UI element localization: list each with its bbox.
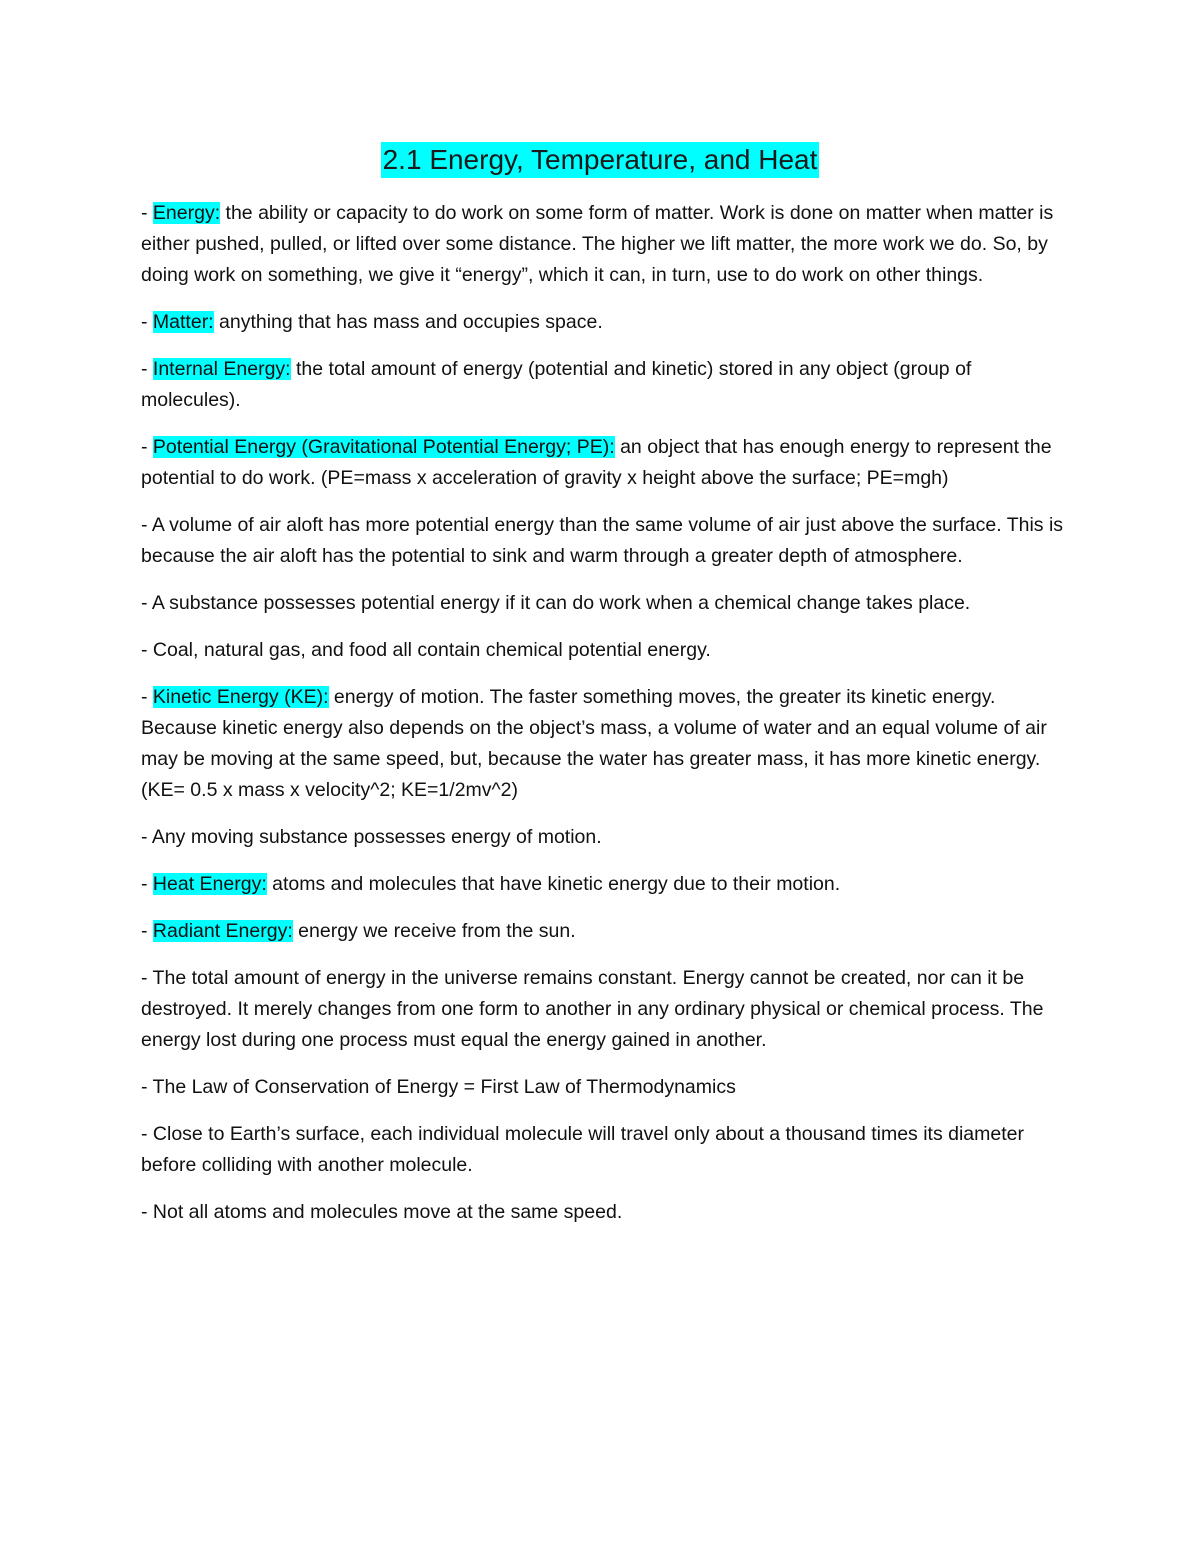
definition-text: an object that has enough energy to represent the potential to do work. (PE=mass x acceleration of gravity x height above the surface; PE=mgh): [141, 436, 1052, 489]
bullet-prefix: -: [141, 436, 153, 458]
page-title: 2.1 Energy, Temperature, and Heat: [381, 142, 820, 178]
highlighted-term: Kinetic Energy (KE):: [152, 686, 329, 708]
paragraph-air-aloft: [141, 510, 1071, 572]
highlighted-term: Matter:: [152, 311, 214, 333]
title-container: [0, 142, 1200, 178]
bullet-prefix: -: [141, 358, 153, 380]
highlighted-term: Radiant Energy:: [152, 920, 293, 942]
paragraph-conservation-law: [141, 1072, 1071, 1103]
bullet-prefix: -: [141, 202, 153, 224]
highlighted-term: Heat Energy:: [152, 873, 267, 895]
paragraph-chemical-change: [141, 588, 1071, 619]
highlighted-term: Energy:: [152, 202, 221, 224]
paragraph-kinetic-energy: [141, 682, 1071, 806]
paragraph-potential-energy: [141, 432, 1071, 494]
bullet-prefix: -: [141, 311, 153, 333]
paragraph-molecule-travel: [141, 1119, 1071, 1181]
highlighted-term: Internal Energy:: [152, 358, 291, 380]
definition-text: energy of motion. The faster something moves, the greater its kinetic energy. Because kinetic energy also depends on the object’s mass, a volume of water and an equal volume of air may be moving at the same speed, but, because the water has greater mass, it has more kinetic energy. (KE= 0.5 x mass x velocity^2; KE=1/2mv^2): [141, 686, 1047, 801]
paragraph-radiant-energy: [141, 916, 1071, 947]
paragraph-molecule-speed: [141, 1197, 1071, 1228]
bullet-prefix: -: [141, 920, 153, 942]
bullet-prefix: -: [141, 873, 153, 895]
body-text: - The total amount of energy in the universe remains constant. Energy cannot be created, nor can it be destroyed. It merely changes from one form to another in any ordinary physical or chemical process. The energy lost during one process must equal the energy gained in another.: [141, 967, 1044, 1051]
definition-text: energy we receive from the sun.: [292, 920, 576, 942]
body-text: - The Law of Conservation of Energy = First Law of Thermodynamics: [141, 1076, 736, 1098]
paragraph-chemical-potential: [141, 635, 1071, 666]
bullet-prefix: -: [141, 686, 153, 708]
highlighted-term: Potential Energy (Gravitational Potential Energy; PE):: [152, 436, 615, 458]
definition-text: the total amount of energy (potential and kinetic) stored in any object (group of molecules).: [141, 358, 972, 411]
definition-text: anything that has mass and occupies space.: [213, 311, 603, 333]
body-text: - Close to Earth’s surface, each individual molecule will travel only about a thousand times its diameter before colliding with another molecule.: [141, 1123, 1024, 1176]
definition-text: the ability or capacity to do work on some form of matter. Work is done on matter when matter is either pushed, pulled, or lifted over some distance. The higher we lift matter, the more work we do. So, by doing work on something, we give it “energy”, which it can, in turn, use to do work on other things.: [141, 202, 1054, 286]
body-text: - Any moving substance possesses energy of motion.: [141, 826, 602, 848]
document-body: [141, 198, 1071, 1244]
body-text: - A substance possesses potential energy if it can do work when a chemical change takes place.: [141, 592, 971, 614]
paragraph-matter: [141, 307, 1071, 338]
body-text: - A volume of air aloft has more potential energy than the same volume of air just above the surface. This is because the air aloft has the potential to sink and warm through a greater depth of atmosphere.: [141, 514, 1064, 567]
body-text: - Not all atoms and molecules move at the same speed.: [141, 1201, 623, 1223]
paragraph-total-energy: [141, 963, 1071, 1056]
definition-text: atoms and molecules that have kinetic energy due to their motion.: [266, 873, 841, 895]
paragraph-internal-energy: [141, 354, 1071, 416]
paragraph-heat-energy: [141, 869, 1071, 900]
body-text: - Coal, natural gas, and food all contain chemical potential energy.: [141, 639, 711, 661]
paragraph-moving-substance: [141, 822, 1071, 853]
paragraph-energy: [141, 198, 1071, 291]
